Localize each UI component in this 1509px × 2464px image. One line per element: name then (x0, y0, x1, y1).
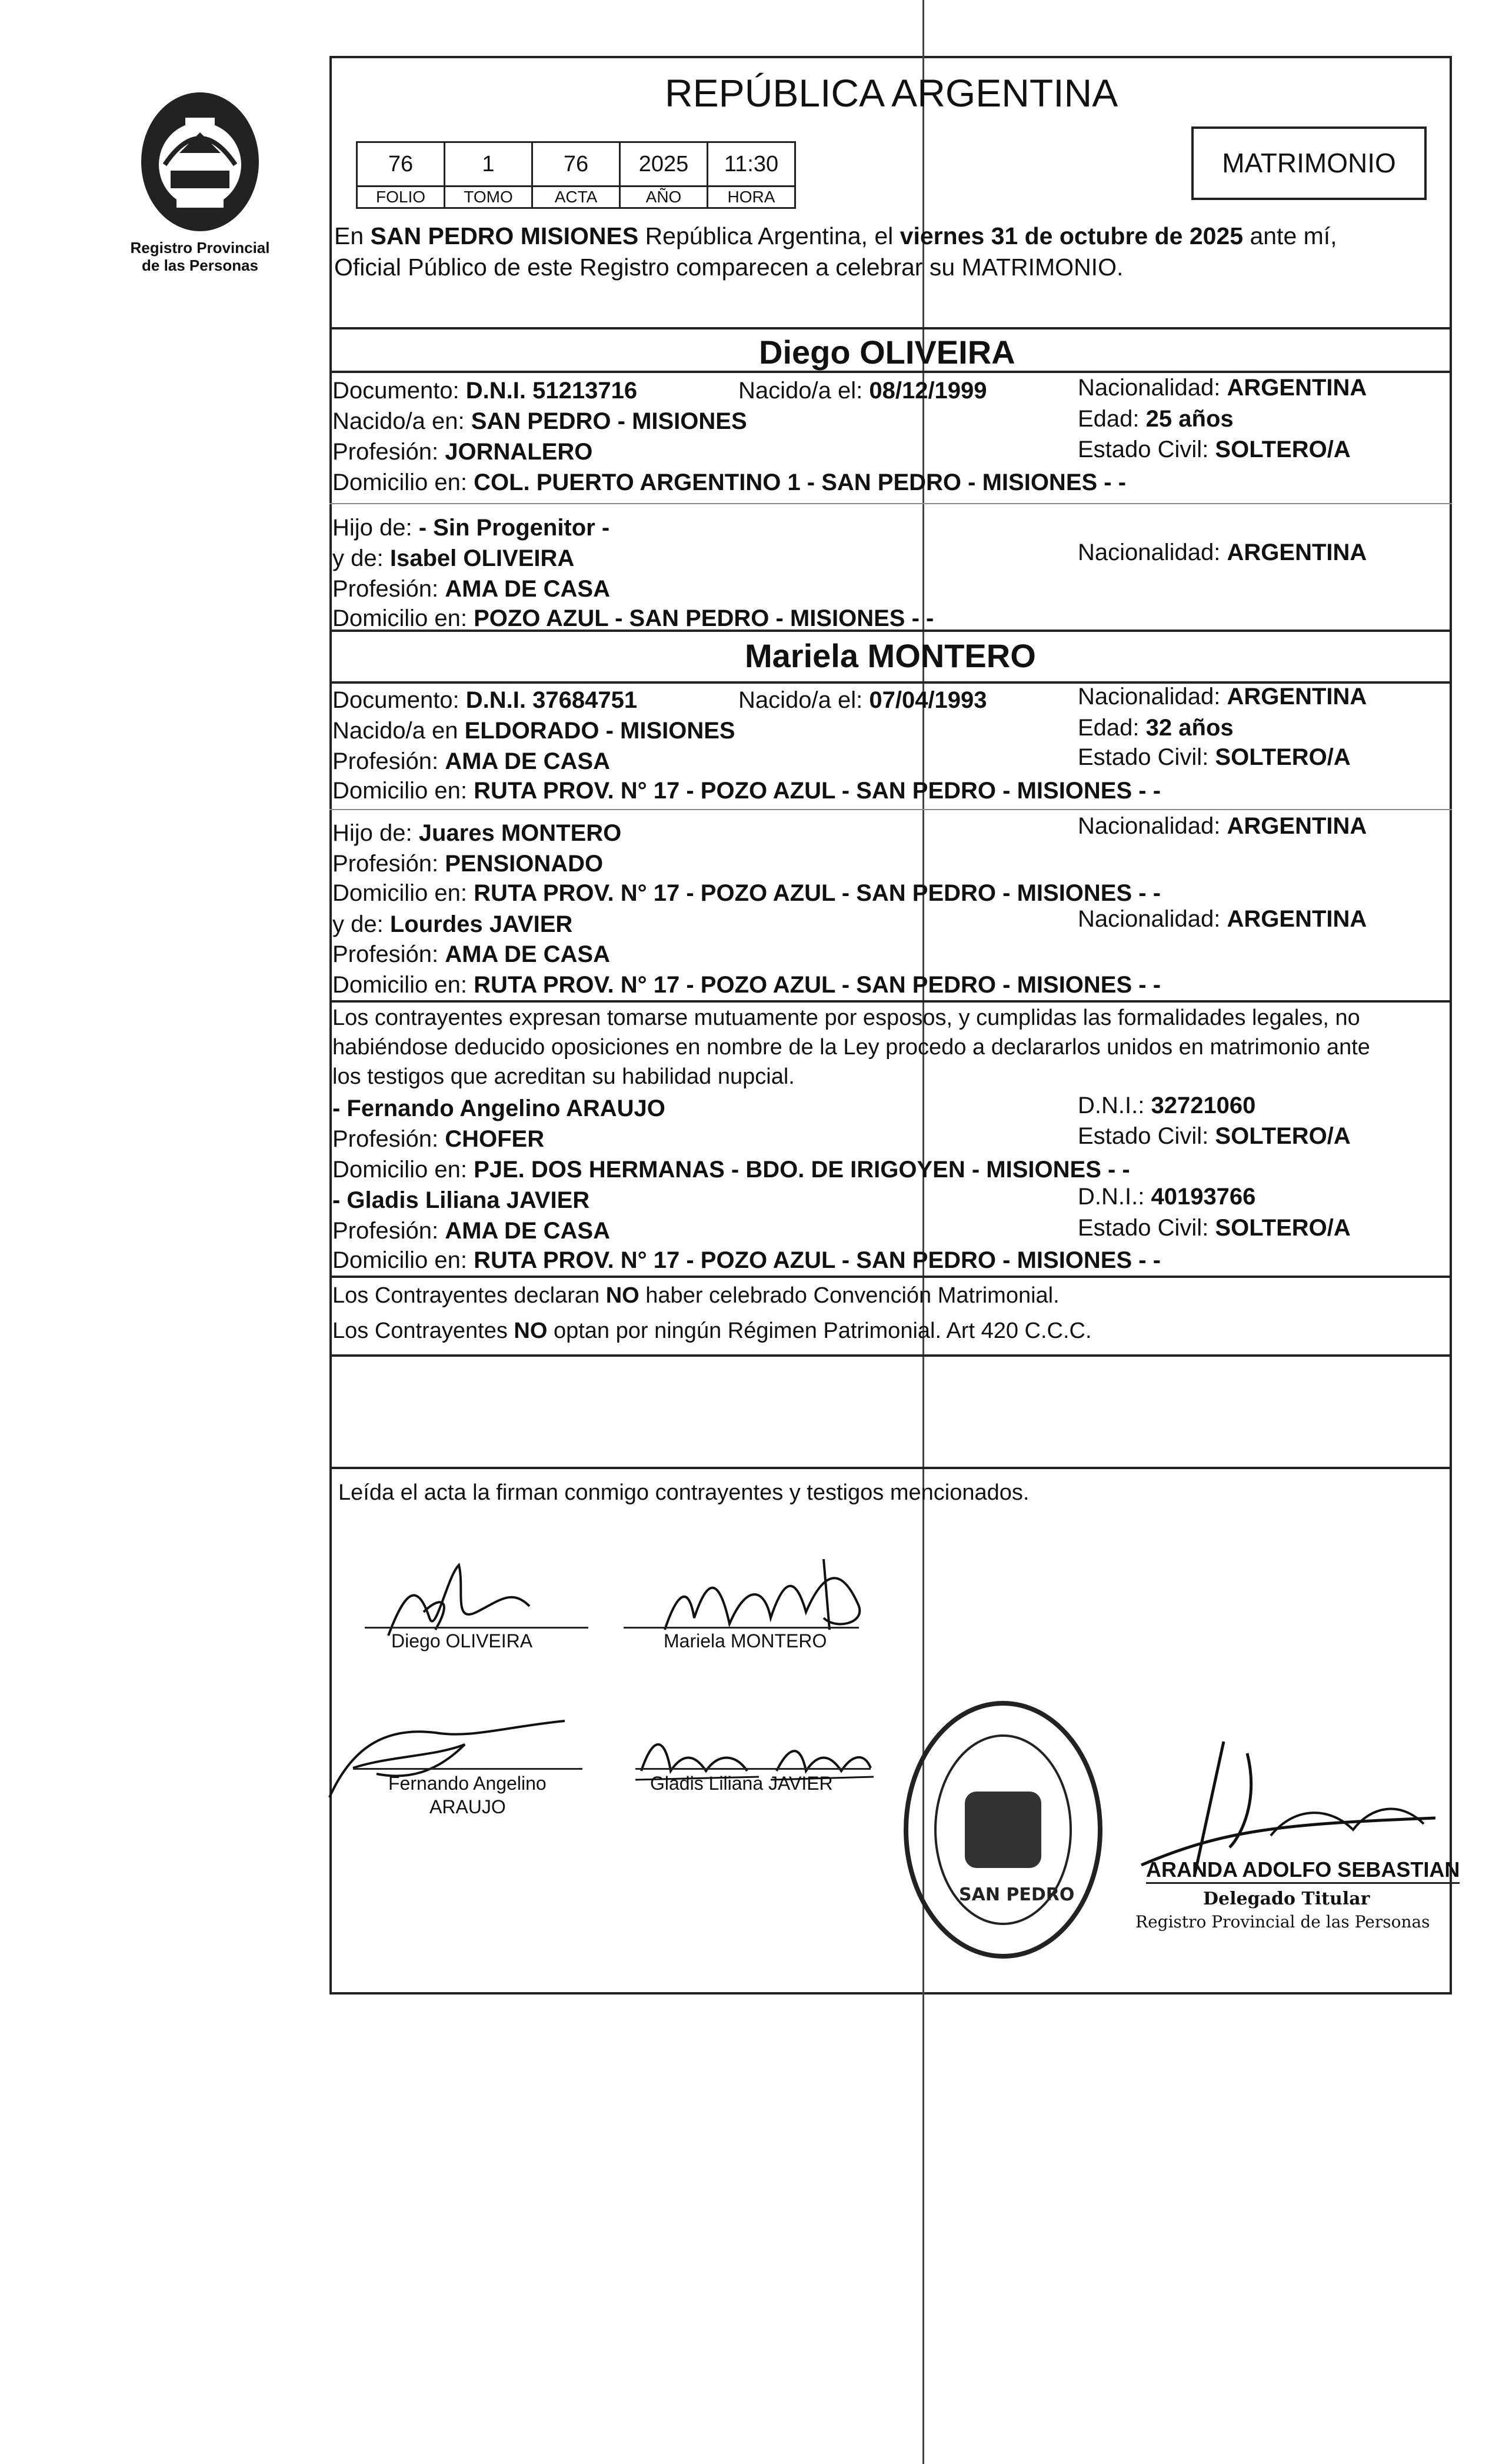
logo-text-1: Registro Provincial (130, 239, 270, 257)
declaration-line-1: Los contrayentes expresan tomarse mutuamente por esposos, y cumplidas las formalidades legales, no (332, 1005, 1360, 1030)
spouse2-birthdate: Nacido/a el: 07/04/1993 (738, 687, 987, 713)
doc-type: MATRIMONIO (1222, 148, 1396, 178)
stamp-seal-icon (900, 1697, 1106, 1962)
spouse1-address: Domicilio en: COL. PUERTO ARGENTINO 1 - SAN PEDRO - MISIONES - - (332, 470, 1127, 495)
spouse2-name: Mariela MONTERO (745, 637, 1036, 674)
convention-line-2: Los Contrayentes NO optan por ningún Régimen Patrimonial. Art 420 C.C.C. (332, 1318, 1092, 1343)
spouse2-mother-profession: Profesión: AMA DE CASA (332, 941, 610, 967)
spouse1-name: Diego OLIVEIRA (759, 334, 1015, 371)
signature-name-3a: Fernando Angelino (388, 1773, 547, 1794)
spouse1-birthdate: Nacido/a el: 08/12/1999 (738, 378, 987, 404)
spouse1-profession: Profesión: JORNALERO (332, 439, 593, 465)
signature-name-3b: ARAUJO (429, 1796, 506, 1817)
anio-value: 2025 (638, 152, 689, 177)
spouse1-mother-profession: Profesión: AMA DE CASA (332, 576, 610, 602)
spouse1-mother-address: Domicilio en: POZO AZUL - SAN PEDRO - MISIONES - - (332, 605, 934, 631)
spouse2-birthplace: Nacido/a en ELDORADO - MISIONES (332, 718, 735, 744)
hora-label: HORA (727, 188, 775, 206)
tomo-value: 1 (482, 152, 495, 177)
acta-label: ACTA (554, 188, 598, 206)
spouse2-father-profession: Profesión: PENSIONADO (332, 851, 604, 877)
declaration-line-3: los testigos que acreditan su habilidad nupcial. (332, 1064, 795, 1089)
witness1-civil-status: Estado Civil: SOLTERO/A (1078, 1123, 1351, 1149)
acta-value: 76 (563, 152, 589, 177)
spouse1-mother: y de: Isabel OLIVEIRA (332, 545, 575, 571)
spouse1-nationality: Nacionalidad: ARGENTINA (1078, 375, 1367, 401)
page-title: REPÚBLICA ARGENTINA (665, 71, 1118, 115)
signature-name-1: Diego OLIVEIRA (391, 1630, 533, 1651)
spouse2-mother: y de: Lourdes JAVIER (332, 911, 573, 937)
witness2-dni: D.N.I.: 40193766 (1078, 1184, 1256, 1210)
spouse2-age: Edad: 32 años (1078, 715, 1234, 741)
registry-logo (124, 88, 277, 274)
spouse1-birthplace: Nacido/a en: SAN PEDRO - MISIONES (332, 408, 747, 434)
spouse2-profession: Profesión: AMA DE CASA (332, 748, 610, 774)
province-seal-icon (124, 88, 277, 235)
witness2-address: Domicilio en: RUTA PROV. N° 17 - POZO AZUL - SAN PEDRO - MISIONES - - (332, 1247, 1161, 1273)
intro-line-1: En SAN PEDRO MISIONES República Argentina, el viernes 31 de octubre de 2025 ante mí, (334, 222, 1337, 249)
spouse2-father: Hijo de: Juares MONTERO (332, 820, 622, 846)
witness2-civil-status: Estado Civil: SOLTERO/A (1078, 1215, 1351, 1241)
spouse2-civil-status: Estado Civil: SOLTERO/A (1078, 744, 1351, 770)
official-title: Delegado Titular (1203, 1889, 1370, 1909)
official-name: ARANDA ADOLFO SEBASTIAN (1146, 1857, 1460, 1884)
witness1-address: Domicilio en: PJE. DOS HERMANAS - BDO. DE IRIGOYEN - MISIONES - - (332, 1157, 1130, 1183)
witness1-profession: Profesión: CHOFER (332, 1126, 545, 1152)
spouse1-civil-status: Estado Civil: SOLTERO/A (1078, 437, 1351, 462)
spouse2-father-address: Domicilio en: RUTA PROV. N° 17 - POZO AZUL - SAN PEDRO - MISIONES - - (332, 880, 1161, 906)
witness2-name: - Gladis Liliana JAVIER (332, 1187, 590, 1213)
witness1-dni: D.N.I.: 32721060 (1078, 1093, 1256, 1118)
spouse1-father: Hijo de: - Sin Progenitor - (332, 515, 610, 541)
tomo-label: TOMO (464, 188, 513, 206)
folio-value: 76 (388, 152, 414, 177)
spouse2-father-nationality: Nacionalidad: ARGENTINA (1078, 813, 1367, 839)
witness1-name: - Fernando Angelino ARAUJO (332, 1096, 665, 1121)
hora-value: 11:30 (724, 152, 779, 177)
witness2-profession: Profesión: AMA DE CASA (332, 1218, 610, 1244)
spouse2-address: Domicilio en: RUTA PROV. N° 17 - POZO AZUL - SAN PEDRO - MISIONES - - (332, 778, 1161, 804)
spouse2-mother-nationality: Nacionalidad: ARGENTINA (1078, 906, 1367, 932)
logo-text-2: de las Personas (142, 257, 258, 274)
signature-name-4: Gladis Liliana JAVIER (650, 1773, 833, 1794)
spouse1-age: Edad: 25 años (1078, 406, 1234, 432)
anio-label: AÑO (645, 188, 682, 206)
convention-line-1: Los Contrayentes declaran NO haber celebrado Convención Matrimonial. (332, 1283, 1060, 1308)
intro-line-2: Oficial Público de este Registro comparecen a celebrar su MATRIMONIO. (334, 254, 1124, 281)
stamp-center-text: SAN PEDRO (959, 1884, 1075, 1905)
spouse1-document: Documento: D.N.I. 51213716 (332, 378, 638, 404)
folio-label: FOLIO (375, 188, 425, 206)
closing-text: Leída el acta la firman conmigo contrayentes y testigos mencionados. (338, 1480, 1030, 1505)
official-stamp (900, 1697, 1106, 1962)
declaration-line-2: habiéndose deducido oposiciones en nombre de la Ley procedo a declararlos unidos en matrimonio ante (332, 1035, 1370, 1060)
official-org: Registro Provincial de las Personas (1135, 1912, 1430, 1932)
spouse2-mother-address: Domicilio en: RUTA PROV. N° 17 - POZO AZUL - SAN PEDRO - MISIONES - - (332, 972, 1161, 998)
spouse2-document: Documento: D.N.I. 37684751 (332, 687, 638, 713)
spouse1-mother-nationality: Nacionalidad: ARGENTINA (1078, 540, 1367, 565)
doc-type-box (1191, 126, 1427, 200)
spouse2-nationality: Nacionalidad: ARGENTINA (1078, 684, 1367, 710)
signature-name-2: Mariela MONTERO (664, 1630, 827, 1651)
